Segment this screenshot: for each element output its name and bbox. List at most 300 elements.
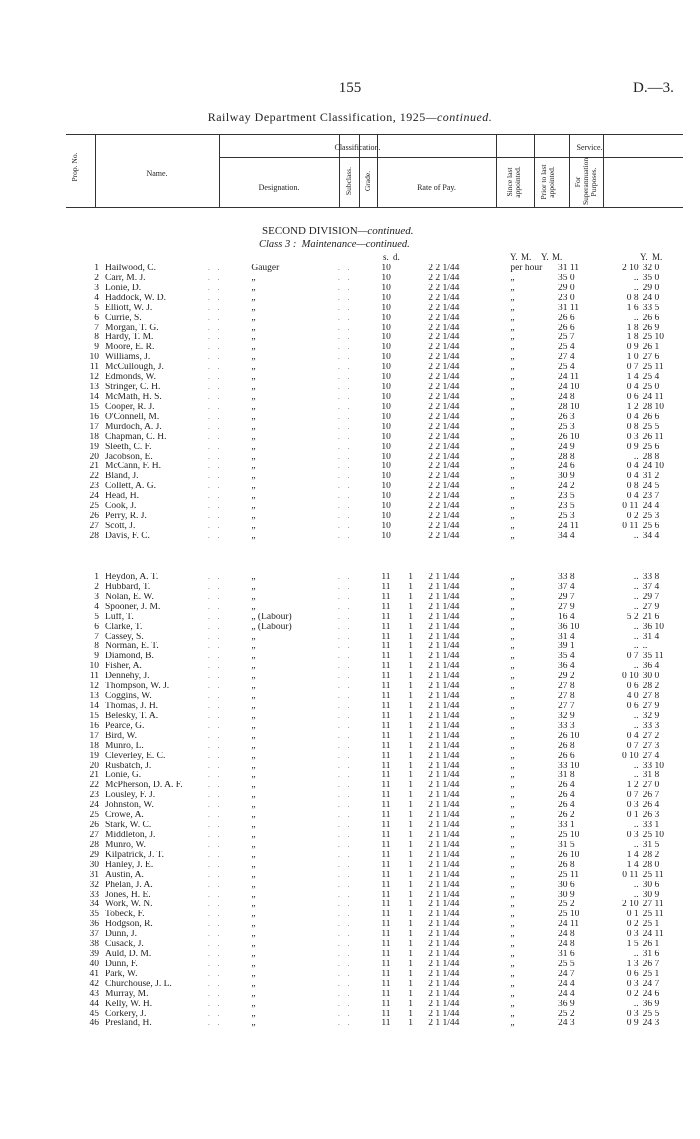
designation-cell: „ — [251, 890, 256, 900]
rate-cell: 2 1 1/44 — [428, 880, 460, 890]
subclass-cell: 10 — [381, 521, 391, 531]
table-row — [66, 443, 686, 453]
rate-unit-cell: „ — [510, 383, 515, 393]
table-row — [66, 383, 686, 393]
grade-cell — [403, 324, 418, 334]
name-cell: McCann, F. H. — [105, 462, 161, 472]
leader-dots: . . — [207, 283, 223, 292]
grade-cell — [403, 274, 418, 284]
leader-dots: . . — [207, 264, 223, 272]
rate-unit-cell: „ — [510, 531, 515, 541]
rate-cell: 2 1 1/44 — [428, 602, 460, 612]
leader-dots: . . — [338, 632, 353, 641]
since-last-cell: 24 7 — [558, 969, 575, 979]
table-row — [66, 722, 686, 732]
prior-to-last-cell: 0 9 — [626, 1019, 639, 1029]
leader-dots: . . — [338, 880, 353, 889]
superannuation-cell: 32 0 — [642, 264, 660, 273]
grade-cell — [403, 363, 418, 373]
name-cell: Collett, A. G. — [105, 482, 156, 492]
superannuation-cell: 28 2 — [642, 850, 660, 860]
subclass-cell: 10 — [381, 392, 391, 402]
since-last-cell: 33 8 — [558, 573, 575, 582]
prop-no-cell: 1 — [94, 573, 100, 582]
designation-cell: „ — [251, 383, 256, 393]
rate-cell: 2 2 1/44 — [428, 303, 460, 313]
since-last-cell: 26 10 — [558, 850, 580, 860]
designation-cell: „ — [251, 682, 256, 692]
name-cell: McCullough, J. — [105, 363, 164, 373]
designation-cell: „ — [251, 582, 256, 592]
rate-cell: 2 1 1/44 — [428, 801, 460, 811]
name-cell: McMath, H. S. — [105, 392, 162, 402]
leader-dots: . . — [207, 920, 223, 929]
grade-cell — [403, 492, 418, 502]
since-last-cell: 27 8 — [558, 692, 575, 702]
leader-dots: . . — [338, 979, 353, 988]
table-row — [66, 910, 686, 920]
superannuation-cell: 34 4 — [642, 531, 660, 541]
designation-cell: „ — [251, 482, 256, 492]
prop-no-cell: 38 — [89, 940, 100, 950]
subclass-cell: 11 — [381, 900, 391, 910]
designation-cell: „ — [251, 741, 256, 751]
since-last-cell: 24 8 — [558, 930, 575, 940]
table-row — [66, 1019, 686, 1029]
grade-cell: 1 — [408, 741, 413, 751]
name-cell: Bland, J. — [105, 472, 139, 482]
superannuation-cell: 26 1 — [642, 343, 660, 353]
subclass-cell: 10 — [381, 512, 391, 522]
superannuation-cell: 24 7 — [642, 979, 660, 989]
grade-cell: 1 — [408, 721, 413, 731]
superannuation-cell: 24 11 — [642, 930, 664, 940]
name-cell: Presland, H. — [105, 1019, 152, 1029]
subclass-cell: 11 — [381, 642, 391, 652]
leader-dots: . . — [207, 363, 223, 372]
table-row — [66, 333, 686, 343]
unit-m3: M. — [652, 252, 663, 262]
leader-dots: . . — [338, 801, 353, 810]
leader-dots: . . — [338, 741, 353, 750]
subclass-cell: 10 — [381, 283, 391, 293]
designation-cell: „ — [251, 870, 256, 880]
since-last-cell: 33 10 — [558, 761, 580, 771]
designation-cell: „ — [251, 880, 256, 890]
grade-cell: 1 — [408, 761, 413, 771]
rate-cell: 2 1 1/44 — [428, 791, 460, 801]
table-row — [66, 900, 686, 910]
superannuation-cell: 24 0 — [642, 293, 660, 303]
since-last-cell: 25 4 — [558, 343, 575, 353]
superannuation-cell: 28 0 — [642, 860, 660, 870]
rate-cell: 2 1 1/44 — [428, 632, 460, 642]
since-last-cell: 35 0 — [558, 273, 575, 283]
leader-dots: . . — [207, 492, 223, 501]
prop-no-cell: 11 — [89, 363, 100, 373]
name-cell: Nolan, E. W. — [105, 592, 154, 602]
prior-to-last-cell: 0 7 — [626, 791, 639, 801]
leader-dots: . . — [338, 264, 353, 272]
prior-to-last-cell: .. — [633, 721, 639, 731]
rate-unit-cell: „ — [510, 1019, 515, 1029]
table-row — [66, 752, 686, 762]
leader-dots: . . — [207, 940, 223, 949]
table-row — [66, 433, 686, 443]
rate-unit-cell: „ — [510, 821, 515, 831]
grade-cell: 1 — [408, 582, 413, 592]
designation-cell: „ — [251, 1019, 256, 1029]
grade-cell — [403, 393, 418, 403]
prior-to-last-cell: .. — [633, 452, 639, 462]
leader-dots: . . — [207, 472, 223, 481]
prior-to-last-cell: 0 6 — [626, 969, 639, 979]
rate-unit-cell: „ — [510, 283, 515, 293]
superannuation-cell: 27 0 — [642, 781, 660, 791]
leader-dots: . . — [338, 573, 353, 581]
designation-cell: „ — [251, 573, 256, 582]
designation-cell: „ — [251, 860, 256, 870]
prior-to-last-cell: 0 8 — [626, 293, 639, 303]
subclass-cell: 11 — [381, 999, 391, 1009]
rate-cell: 2 2 1/44 — [428, 462, 460, 472]
table-row — [66, 353, 686, 363]
rate-unit-cell: „ — [510, 999, 515, 1009]
designation-cell: „ (Labour) — [251, 612, 292, 622]
prop-no-cell: 35 — [89, 910, 100, 920]
prop-no-cell: 21 — [89, 462, 100, 472]
table-row — [66, 284, 686, 294]
prior-to-last-cell: 0 1 — [626, 910, 639, 920]
class-name: Maintenance — [301, 239, 357, 250]
leader-dots: . . — [207, 333, 223, 342]
rate-unit-cell: „ — [510, 811, 515, 821]
rate-cell: 2 1 1/44 — [428, 741, 460, 751]
superannuation-cell: 26 6 — [642, 412, 660, 422]
subclass-cell: 10 — [381, 452, 391, 462]
table-row — [66, 304, 686, 314]
rate-unit-cell: „ — [510, 422, 515, 432]
rate-cell: 2 2 1/44 — [428, 313, 460, 323]
table-row — [66, 811, 686, 821]
table-row — [66, 662, 686, 672]
rate-unit-cell: „ — [510, 293, 515, 303]
subclass-cell: 11 — [381, 1019, 391, 1029]
subclass-cell: 11 — [381, 672, 391, 682]
name-cell: Sleeth, C. F. — [105, 442, 152, 452]
designation-cell: „ — [251, 283, 256, 293]
rate-unit-cell: „ — [510, 482, 515, 492]
subclass-cell: 10 — [381, 363, 391, 373]
name-cell: McPherson, D. A. F. — [105, 781, 183, 791]
prop-no-cell: 25 — [89, 811, 100, 821]
table-row — [66, 613, 686, 623]
since-last-cell: 33 3 — [558, 721, 575, 731]
designation-cell: „ — [251, 662, 256, 672]
since-last-cell: 23 0 — [558, 293, 575, 303]
since-last-cell: 25 3 — [558, 422, 575, 432]
since-last-cell: 36 4 — [558, 662, 575, 672]
superannuation-cell: 25 11 — [642, 363, 664, 373]
designation-cell: „ — [251, 731, 256, 741]
table-row — [66, 960, 686, 970]
grade-cell — [403, 502, 418, 512]
leader-dots: . . — [207, 482, 223, 491]
rate-unit-cell: „ — [510, 731, 515, 741]
designation-cell: „ — [251, 969, 256, 979]
classification-underline — [219, 157, 496, 158]
rate-unit-cell: „ — [510, 940, 515, 950]
leader-dots: . . — [338, 323, 353, 332]
rate-unit-cell: „ — [510, 900, 515, 910]
since-last-cell: 30 6 — [558, 880, 575, 890]
grade-cell: 1 — [408, 592, 413, 602]
subclass-cell: 10 — [381, 373, 391, 383]
table-row — [66, 413, 686, 423]
rate-unit-cell: „ — [510, 692, 515, 702]
document-reference: D.—3. — [633, 80, 674, 96]
rate-unit-cell: „ — [510, 761, 515, 771]
leader-dots: . . — [338, 283, 353, 292]
name-cell: Dennehy, J. — [105, 672, 150, 682]
rate-cell: 2 1 1/44 — [428, 840, 460, 850]
since-last-cell: 29 2 — [558, 672, 575, 682]
leader-dots: . . — [338, 333, 353, 342]
since-last-cell: 24 6 — [558, 462, 575, 472]
leader-dots: . . — [207, 840, 223, 849]
rate-cell: 2 2 1/44 — [428, 273, 460, 283]
table-row — [66, 633, 686, 643]
rate-cell: 2 2 1/44 — [428, 363, 460, 373]
rate-unit-cell: „ — [510, 969, 515, 979]
header-grade: Grade. — [363, 170, 372, 192]
prop-no-cell: 11 — [89, 672, 100, 682]
designation-cell: „ — [251, 940, 256, 950]
leader-dots: . . — [338, 840, 353, 849]
prior-to-last-cell: .. — [633, 592, 639, 602]
prior-to-last-cell: 0 7 — [626, 363, 639, 373]
name-cell: Davis, F. C. — [105, 531, 150, 541]
prior-to-last-cell: 0 8 — [626, 482, 639, 492]
prop-no-cell: 21 — [89, 771, 100, 781]
superannuation-cell: 25 5 — [642, 422, 660, 432]
rate-cell: 2 1 1/44 — [428, 920, 460, 930]
rate-cell: 2 1 1/44 — [428, 721, 460, 731]
leader-dots: . . — [338, 512, 353, 521]
subclass-cell: 11 — [381, 701, 391, 711]
unit-d: d. — [393, 252, 400, 262]
subclass-cell: 10 — [381, 442, 391, 452]
rate-cell: 2 2 1/44 — [428, 492, 460, 502]
leader-dots: . . — [207, 642, 223, 651]
since-last-cell: 26 10 — [558, 432, 580, 442]
rate-unit-cell: „ — [510, 950, 515, 960]
superannuation-cell: 23 7 — [642, 492, 660, 502]
name-cell: Corkery, J. — [105, 1009, 147, 1019]
prop-no-cell: 19 — [89, 751, 100, 761]
leader-dots: . . — [338, 373, 353, 382]
leader-dots: . . — [338, 731, 353, 740]
since-last-cell: 27 7 — [558, 701, 575, 711]
leader-dots: . . — [207, 582, 223, 591]
prop-no-cell: 26 — [89, 512, 100, 522]
designation-cell: „ — [251, 910, 256, 920]
name-cell: Morgan, T. G. — [105, 323, 159, 333]
rate-cell: 2 1 1/44 — [428, 950, 460, 960]
rate-cell: 2 1 1/44 — [428, 940, 460, 950]
leader-dots: . . — [207, 383, 223, 392]
grade-cell — [403, 512, 418, 522]
prior-to-last-cell: .. — [633, 582, 639, 592]
subclass-cell: 10 — [381, 273, 391, 283]
since-last-cell: 26 3 — [558, 412, 575, 422]
leader-dots: . . — [338, 910, 353, 919]
subclass-cell: 10 — [381, 353, 391, 363]
subclass-cell: 10 — [381, 264, 391, 273]
grade-cell: 1 — [408, 612, 413, 622]
name-cell: Murdoch, A. J. — [105, 422, 162, 432]
subclass-cell: 10 — [381, 492, 391, 502]
superannuation-cell: 36 4 — [642, 662, 660, 672]
designation-cell: „ — [251, 373, 256, 383]
subclass-cell: 10 — [381, 531, 391, 541]
prior-to-last-cell: 0 2 — [626, 920, 639, 930]
prop-no-cell: 9 — [94, 343, 100, 353]
leader-dots: . . — [338, 612, 353, 621]
superannuation-cell: 24 3 — [642, 1019, 660, 1029]
leader-dots: . . — [207, 969, 223, 978]
superannuation-cell: 27 9 — [642, 602, 660, 612]
leader-dots: . . — [338, 701, 353, 710]
leader-dots: . . — [207, 432, 223, 441]
leader-dots: . . — [207, 412, 223, 421]
since-last-cell: 24 11 — [558, 920, 580, 930]
table-row — [66, 423, 686, 433]
since-last-cell: 25 5 — [558, 959, 575, 969]
since-last-cell: 24 9 — [558, 442, 575, 452]
prop-no-cell: 4 — [94, 293, 100, 303]
designation-cell: „ — [251, 989, 256, 999]
grade-cell — [403, 333, 418, 343]
leader-dots: . . — [207, 602, 223, 611]
table-row — [66, 482, 686, 492]
superannuation-cell: 29 7 — [642, 592, 660, 602]
subclass-cell: 11 — [381, 840, 391, 850]
rate-cell: 2 1 1/44 — [428, 989, 460, 999]
superannuation-cell: 26 1 — [642, 940, 660, 950]
rate-cell: 2 1 1/44 — [428, 930, 460, 940]
name-cell: Stark, W. C. — [105, 821, 152, 831]
leader-dots: . . — [207, 392, 223, 401]
name-cell: Perry, R. J. — [105, 512, 147, 522]
prop-no-cell: 42 — [89, 979, 100, 989]
rate-cell: 2 2 1/44 — [428, 512, 460, 522]
rate-cell: 2 1 1/44 — [428, 731, 460, 741]
prop-no-cell: 22 — [89, 472, 100, 482]
subclass-cell: 10 — [381, 313, 391, 323]
prop-no-cell: 10 — [89, 662, 100, 672]
rate-cell: 2 1 1/44 — [428, 910, 460, 920]
name-cell: Pearce, G. — [105, 721, 145, 731]
table-row — [66, 393, 686, 403]
designation-cell: „ — [251, 642, 256, 652]
rate-cell: 2 1 1/44 — [428, 711, 460, 721]
name-cell: Phelan, J. A. — [105, 880, 153, 890]
grade-cell: 1 — [408, 1019, 413, 1029]
superannuation-cell: 24 5 — [642, 482, 660, 492]
table-row — [66, 573, 686, 583]
unit-y1: Y. — [510, 252, 518, 262]
subclass-cell: 11 — [381, 821, 391, 831]
name-cell: Hardy, T. M. — [105, 333, 154, 343]
rate-unit-cell: „ — [510, 721, 515, 731]
leader-dots: . . — [338, 950, 353, 959]
name-cell: Fisher, A. — [105, 662, 142, 672]
prop-no-cell: 20 — [89, 452, 100, 462]
table-row — [66, 512, 686, 522]
since-last-cell: 24 11 — [558, 521, 580, 531]
leader-dots: . . — [338, 999, 353, 1008]
grade-cell: 1 — [408, 821, 413, 831]
prior-to-last-cell: .. — [633, 999, 639, 1009]
since-last-cell: 28 8 — [558, 452, 575, 462]
rate-cell: 2 2 1/44 — [428, 422, 460, 432]
subclass-cell: 11 — [381, 652, 391, 662]
rate-unit-cell: „ — [510, 682, 515, 692]
subclass-cell: 11 — [381, 890, 391, 900]
table-row — [66, 1010, 686, 1020]
prop-no-cell: 3 — [94, 592, 100, 602]
designation-cell: „ — [251, 761, 256, 771]
prop-no-cell: 23 — [89, 791, 100, 801]
prior-to-last-cell: 0 7 — [626, 741, 639, 751]
rate-cell: 2 2 1/44 — [428, 482, 460, 492]
prior-to-last-cell: 1 3 — [626, 959, 639, 969]
rate-unit-cell: „ — [510, 373, 515, 383]
table-row — [66, 831, 686, 841]
name-cell: Murray, M. — [105, 989, 149, 999]
prior-to-last-cell: 4 0 — [626, 692, 639, 702]
prop-no-cell: 46 — [89, 1019, 100, 1029]
designation-cell: „ — [251, 323, 256, 333]
table-row — [66, 861, 686, 871]
rate-cell: 2 1 1/44 — [428, 860, 460, 870]
prop-no-cell: 15 — [89, 711, 100, 721]
prop-no-cell: 8 — [94, 333, 100, 343]
rate-unit-cell: „ — [510, 363, 515, 373]
unit-m1: M. — [521, 252, 532, 262]
leader-dots: . . — [338, 492, 353, 501]
prop-no-cell: 1 — [94, 264, 100, 273]
designation-cell: „ (Labour) — [251, 622, 292, 632]
name-cell: Johnston, W. — [105, 801, 154, 811]
leader-dots: . . — [207, 573, 223, 581]
prop-no-cell: 12 — [89, 682, 100, 692]
superannuation-cell: 35 0 — [642, 273, 660, 283]
prop-no-cell: 25 — [89, 502, 100, 512]
grade-cell: 1 — [408, 850, 413, 860]
designation-cell: „ — [251, 821, 256, 831]
leader-dots: . . — [207, 741, 223, 750]
name-cell: Dunn, J. — [105, 930, 137, 940]
designation-cell: „ — [251, 462, 256, 472]
rate-unit-cell: „ — [510, 920, 515, 930]
prior-to-last-cell: 0 7 — [626, 652, 639, 662]
grade-cell: 1 — [408, 751, 413, 761]
name-cell: Head, H. — [105, 492, 140, 502]
grade-cell: 1 — [408, 989, 413, 999]
table-row — [66, 403, 686, 413]
